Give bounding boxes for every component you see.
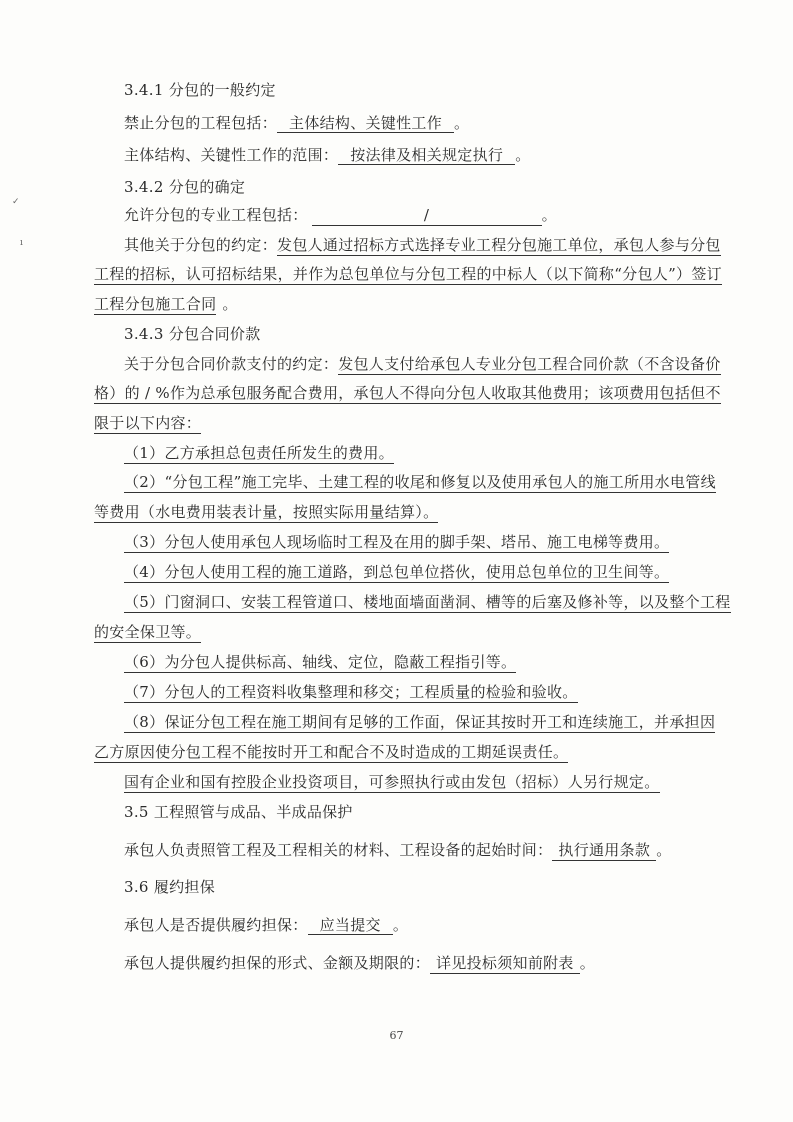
heading-text: 3.6 履约担保 [124,878,216,896]
period: 。 [454,114,470,132]
field-value: 工程分包施工合同 [94,295,217,313]
heading-text: 3.5 工程照管与成品、半成品保护 [124,803,353,821]
list-item: （7）分包人的工程资料收集整理和移交；工程质量的检验和验收。 [124,683,578,701]
item-2-line-2 [94,502,438,522]
field-value: 详见投标须知前附表 [430,954,580,974]
scan-mark: ✓ [12,197,20,207]
field-value: / [312,205,542,226]
price-line-2 [94,383,721,403]
allow-line [124,205,557,226]
item-4 [124,562,669,582]
field-value: 主体结构、关键性工作 [277,114,454,133]
item-7 [124,682,578,702]
item-5-line-1 [124,592,731,612]
period: 。 [222,295,238,313]
field-value: 工程的招标，认可招标结果，并作为总包单位与分包工程的中标人（以下简称“分包人”）签订 [94,265,722,283]
list-item: （5）门窗洞口、安装工程管道口、楼地面墙面凿洞、槽等的后塞及修补等，以及整个工程 [124,593,731,611]
period: 。 [579,954,596,972]
form-line [124,953,595,973]
item-8-line-2 [94,742,568,762]
period: 。 [392,916,409,934]
field-label: 承包人是否提供履约担保： [124,916,308,934]
field-value: 限于以下内容： [94,414,202,432]
price-line-1 [124,354,721,374]
item-2-line-1 [124,472,716,492]
bond-line [124,915,408,935]
soe-note [124,772,660,792]
section-heading-3-4-3 [124,324,261,344]
list-item: 等费用（水电费用装表计量，按照实际用量结算）。 [94,503,439,521]
list-item: （3）分包人使用承包人现场临时工程及在用的脚手架、塔吊、施工电梯等费用。 [124,533,670,551]
list-item: （8）保证分包工程在施工期间有足够的工作面，保证其按时开工和连续施工，并承担因 [124,713,716,731]
field-label: 承包人提供履约担保的形式、金额及期限的： [124,954,431,972]
section-heading-3-4-1 [124,80,276,100]
item-8-line-1 [124,712,715,732]
list-item: （1）乙方承担总包责任所发生的费用。 [124,444,394,462]
field-value: 发包人通过招标方式选择专业工程分包施工单位，承包人参与分包 [277,236,721,254]
heading-text: 3.4.1 分包的一般约定 [124,81,276,99]
section-heading-3-4-2 [124,177,245,197]
scan-mark: ı [20,238,23,248]
list-item: 的安全保卫等。 [94,623,202,641]
item-5-line-2 [94,622,201,642]
other-line-2 [94,264,722,284]
field-value: 执行通用条款 [552,841,656,861]
item-1 [124,443,394,463]
heading-text: 3.4.2 分包的确定 [124,178,246,196]
field-value: 应当提交 [308,916,393,935]
note-text: 国有企业和国有控股企业投资项目，可参照执行或由发包（招标）人另行规定。 [124,773,660,791]
other-line-3 [94,294,238,314]
scope-line [124,145,531,165]
field-value: 按法律及相关规定执行 [338,146,515,165]
field-label: 禁止分包的工程包括： [124,114,278,132]
section-heading-3-6 [124,877,215,897]
period: 。 [541,206,557,224]
field-label: 关于分包合同价款支付的约定： [124,355,339,373]
period: 。 [515,146,531,164]
list-item: （6）为分包人提供标高、轴线、定位，隐蔽工程指引等。 [124,653,517,671]
field-value: 格）的 / %作为总承包服务配合费用，承包人不得向分包人收取其他费用；该项费用包括但不 [94,384,721,402]
field-label: 允许分包的专业工程包括： [124,206,308,224]
heading-text: 3.4.3 分包合同价款 [124,325,261,343]
page-number: 67 [389,1029,404,1042]
item-3 [124,532,669,552]
field-label: 主体结构、关键性工作的范围： [124,146,339,164]
field-label: 承包人负责照管工程及工程相关的材料、工程设备的起始时间： [124,841,553,859]
field-label: 其他关于分包的约定： [124,236,278,254]
forbid-line [124,113,469,133]
other-line-1 [124,235,721,255]
item-6 [124,652,516,672]
field-value: 发包人支付给承包人专业分包工程合同价款（不含设备价 [338,355,721,373]
care-line [124,840,672,860]
list-item: （4）分包人使用工程的施工道路，到总包单位搭伙，使用总包单位的卫生间等。 [124,563,670,581]
price-line-3 [94,413,201,433]
section-heading-3-5 [124,802,353,822]
list-item: （2）“分包工程”施工完毕、土建工程的收尾和修复以及使用承包人的施工所用水电管线 [124,473,716,491]
list-item: 乙方原因使分包工程不能按时开工和配合不及时造成的工期延误责任。 [94,743,569,761]
period: 。 [656,841,672,859]
